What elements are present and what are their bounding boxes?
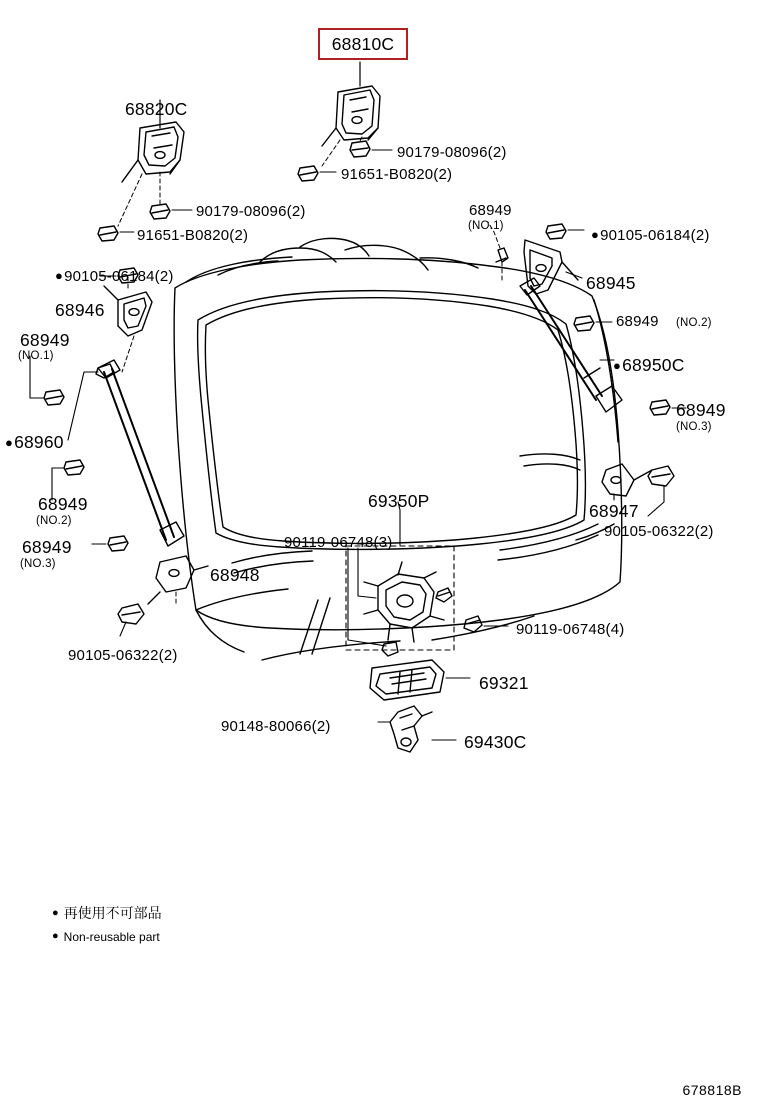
callout-68949-no3-right[interactable]: 68949 xyxy=(676,400,726,420)
callout-90148-80066[interactable]: 90148-80066(2) xyxy=(221,718,331,735)
callout-90105-06322-right[interactable]: 90105-06322(2) xyxy=(604,523,714,540)
non-reusable-bullet-icon: ● xyxy=(591,227,600,242)
legend-english-line xyxy=(52,925,162,948)
callout-91651-B0820-a[interactable]: 91651-B0820(2) xyxy=(341,166,453,183)
callout-68949-no1-left[interactable]: 68949 xyxy=(20,330,70,350)
non-reusable-bullet-icon: ● xyxy=(613,358,622,373)
legend-japanese-line xyxy=(52,902,162,925)
legend-english-text: Non-reusable part xyxy=(63,930,160,945)
callout-69350P[interactable]: 69350P xyxy=(368,491,430,511)
callout-68949-no2-left[interactable]: 68949 xyxy=(38,494,88,514)
highlighted-part-label: 68810C xyxy=(331,33,395,54)
callout-68949-no3-left[interactable]: 68949 xyxy=(22,537,72,557)
callout-68949-no3-right-sub: (NO.3) xyxy=(676,421,712,433)
callout-68948[interactable]: 68948 xyxy=(210,565,260,585)
callout-90179-08096-b[interactable]: 90179-08096(2) xyxy=(196,203,306,220)
legend xyxy=(52,902,162,948)
non-reusable-bullet-icon: ● xyxy=(55,268,64,283)
callout-68949-no3-left-sub: (NO.3) xyxy=(20,558,56,570)
legend-japanese-text: 再使用不可部品 xyxy=(63,906,162,922)
highlighted-part-box[interactable] xyxy=(318,28,408,60)
non-reusable-bullet-icon: ● xyxy=(52,930,59,943)
callout-68949-no1-upper[interactable]: 68949 xyxy=(469,202,512,219)
callout-91651-B0820-b[interactable]: 91651-B0820(2) xyxy=(137,227,249,244)
callout-90105-06184-b[interactable]: ●90105-06184(2) xyxy=(55,268,174,285)
callout-90179-08096-a[interactable]: 90179-08096(2) xyxy=(397,144,507,161)
callout-68949-no2-right[interactable]: 68949 xyxy=(616,313,659,330)
callout-68947[interactable]: 68947 xyxy=(589,501,639,521)
callout-69430C[interactable]: 69430C xyxy=(464,732,527,752)
callout-68820C[interactable]: 68820C xyxy=(125,99,188,119)
non-reusable-bullet-icon: ● xyxy=(5,435,14,450)
callout-68949-no1-left-sub: (NO.1) xyxy=(18,350,54,362)
callout-90119-06748-4[interactable]: 90119-06748(4) xyxy=(516,621,625,638)
callout-68945[interactable]: 68945 xyxy=(586,273,636,293)
callout-90105-06322-left[interactable]: 90105-06322(2) xyxy=(68,647,178,664)
callout-68960[interactable]: ●68960 xyxy=(5,432,64,452)
callout-68946[interactable]: 68946 xyxy=(55,300,105,320)
callout-90119-06748-3[interactable]: 90119-06748(3) xyxy=(284,534,393,551)
callout-90105-06184-a[interactable]: ●90105-06184(2) xyxy=(591,227,710,244)
callout-68949-no2-left-sub: (NO.2) xyxy=(36,515,72,527)
figure-code: 678818B xyxy=(682,1082,742,1098)
callout-68950C[interactable]: ●68950C xyxy=(613,355,685,375)
callout-69321[interactable]: 69321 xyxy=(479,673,529,693)
callout-68949-no1-upper-sub: (NO.1) xyxy=(468,220,504,232)
non-reusable-bullet-icon: ● xyxy=(52,907,59,919)
callout-68949-no2-right-sub: (NO.2) xyxy=(676,317,712,329)
